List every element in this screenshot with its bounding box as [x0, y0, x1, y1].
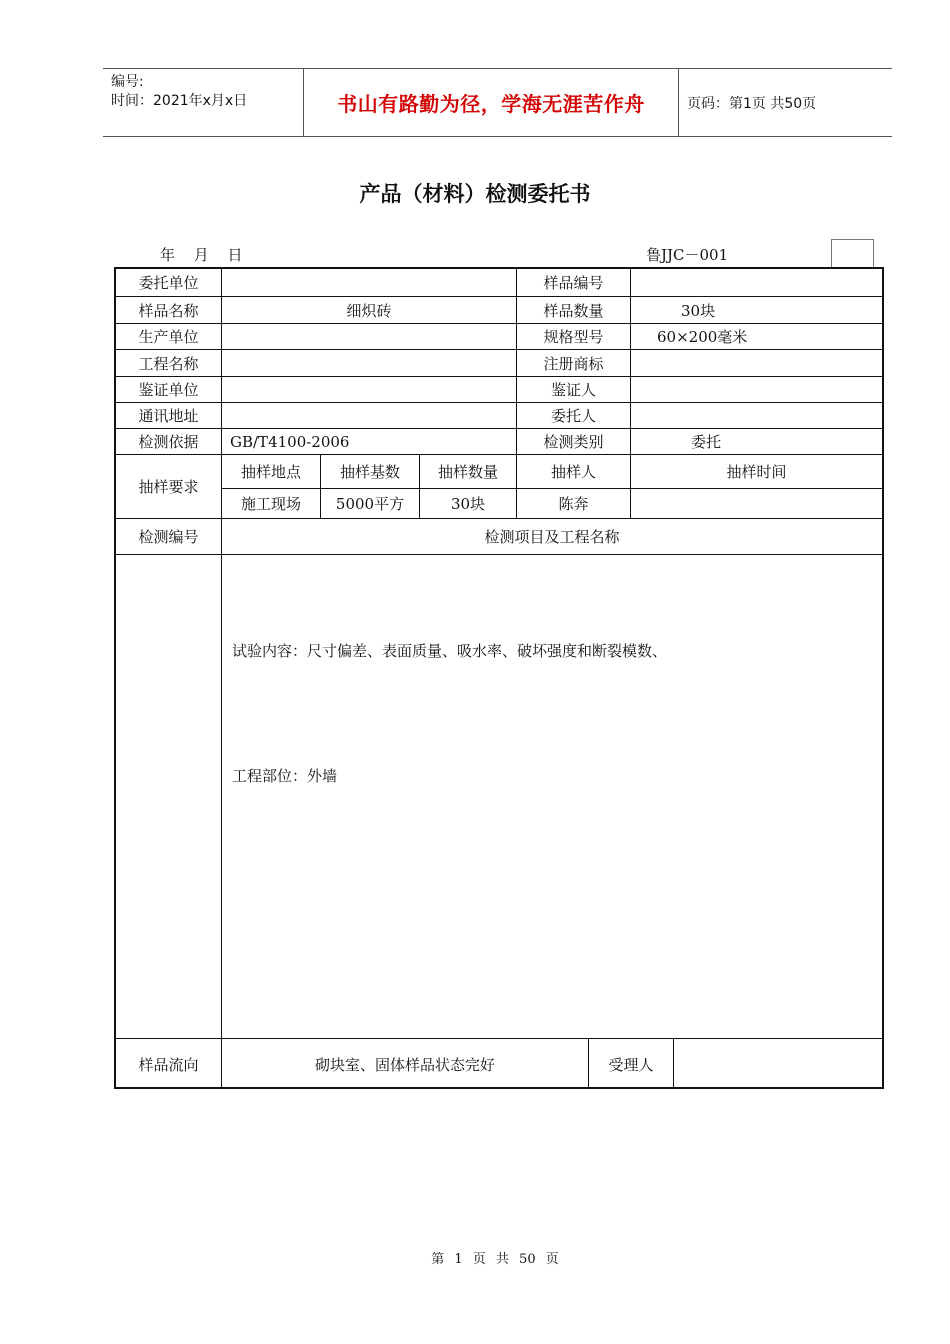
- number-label: 编号:: [111, 74, 144, 90]
- project-name-label: 工程名称: [138, 354, 199, 373]
- producer-label: 生产单位: [138, 328, 199, 346]
- witness-value[interactable]: [631, 377, 882, 402]
- sample-name-label: 样品名称: [138, 301, 199, 320]
- corner-box: [831, 239, 874, 268]
- spec-value[interactable]: 60×200毫米: [657, 328, 748, 346]
- flow-value[interactable]: 砌块室、固体样品状态完好: [314, 1055, 495, 1074]
- sample-no-label: 样品编号: [543, 274, 604, 292]
- spec-label: 规格型号: [543, 328, 604, 346]
- entrustment-form: [114, 267, 884, 1089]
- document-title: 产品（材料）检测委托书: [359, 182, 591, 206]
- category-value[interactable]: 委托: [691, 433, 722, 451]
- sampling-header-quantity: 抽样数量: [437, 463, 498, 481]
- page-code: 页码：第1页 共50页: [687, 95, 817, 112]
- date-line: 年 月 日: [160, 246, 243, 264]
- flow-label: 样品流向: [138, 1055, 199, 1074]
- witness-label: 鉴证人: [550, 381, 596, 399]
- header-page-cell: [679, 69, 892, 136]
- sampling-time-value[interactable]: [631, 489, 882, 518]
- test-content: 试验内容：尺寸偏差、表面质量、吸水率、破坏强度和断裂模数、: [232, 642, 668, 660]
- test-no-label: 检测编号: [138, 528, 199, 546]
- basis-label: 检测依据: [138, 433, 199, 451]
- receiver-label: 受理人: [608, 1055, 654, 1074]
- project-name-value[interactable]: [222, 350, 516, 376]
- client-unit-value[interactable]: [222, 269, 516, 296]
- address-label: 通讯地址: [138, 407, 199, 425]
- sampling-header-location: 抽样地点: [240, 463, 301, 481]
- client-unit-label: 委托单位: [138, 274, 199, 292]
- form-code: 鲁JJC－001: [646, 246, 729, 264]
- sampling-header-base: 抽样基数: [339, 463, 400, 481]
- category-label: 检测类别: [543, 433, 604, 451]
- sample-qty-value[interactable]: 30块: [681, 301, 716, 320]
- sample-no-value[interactable]: [631, 269, 882, 296]
- consignor-value[interactable]: [631, 403, 882, 428]
- receiver-value[interactable]: [674, 1039, 882, 1089]
- address-value[interactable]: [222, 403, 516, 428]
- test-no-value[interactable]: [116, 555, 221, 1038]
- sampling-person-value[interactable]: 陈奔: [558, 495, 589, 513]
- producer-value[interactable]: [222, 324, 516, 349]
- document-header: [103, 68, 892, 137]
- header-meta: [103, 69, 303, 136]
- header-motto-cell: [303, 69, 679, 136]
- page-footer: 第 1 页 共 50 页: [431, 1252, 559, 1267]
- witness-unit-label: 鉴证单位: [138, 381, 199, 399]
- basis-value[interactable]: GB/T4100-2006: [230, 432, 350, 451]
- witness-unit-value[interactable]: [222, 377, 516, 402]
- trademark-label: 注册商标: [543, 354, 604, 373]
- time-label: 时间：2021年x月x日: [111, 93, 248, 109]
- sampling-header-person: 抽样人: [550, 463, 596, 481]
- sample-qty-label: 样品数量: [543, 301, 604, 320]
- trademark-value[interactable]: [631, 350, 882, 376]
- project-part: 工程部位：外墙: [232, 767, 338, 785]
- sampling-location-value[interactable]: 施工现场: [240, 495, 301, 513]
- sampling-header-time: 抽样时间: [726, 463, 787, 481]
- sample-name-value[interactable]: 细炽砖: [346, 301, 392, 320]
- sampling-label: 抽样要求: [138, 478, 199, 496]
- test-items-label: 检测项目及工程名称: [484, 528, 620, 546]
- sampling-base-value[interactable]: 5000平方: [335, 495, 405, 513]
- motto: 书山有路勤为径，学海无涯苦作舟: [337, 92, 645, 116]
- sampling-quantity-value[interactable]: 30块: [450, 495, 486, 513]
- consignor-label: 委托人: [550, 407, 596, 425]
